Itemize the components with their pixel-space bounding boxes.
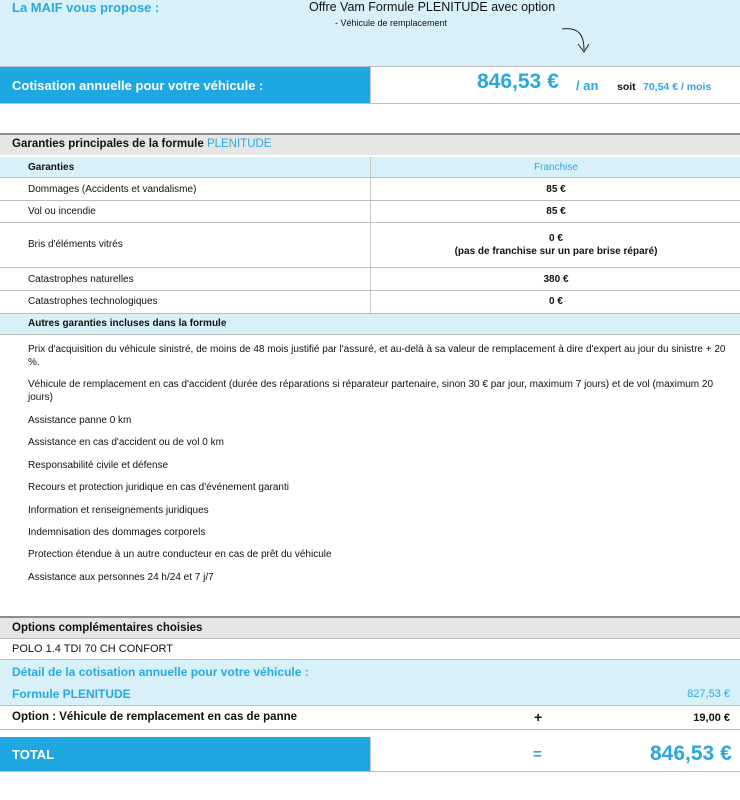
total-label: TOTAL — [12, 747, 55, 762]
total-amount: 846,53 € — [650, 742, 732, 765]
formule-label: Formule PLENITUDE — [12, 687, 131, 701]
other-guarantee-item: Assistance panne 0 km — [28, 415, 132, 426]
cotisation-monthly: 70,54 € / mois — [643, 81, 712, 93]
options-title: Options complémentaires choisies — [12, 622, 203, 634]
other-guarantees-title: Autres garanties incluses dans la formule — [28, 318, 227, 329]
guarantee-label: Catastrophes technologiques — [28, 296, 158, 307]
guarantee-value: 0 € — [549, 233, 563, 244]
other-guarantee-item: Prix d'acquisition du véhicule sinistré, de moins de 48 mois justifié par l'assuré, et au-delà à sa valeur de remplacement à dire d'expert au jour du sinistre + 20 %. — [28, 344, 726, 368]
cotisation-soit: soit — [617, 81, 636, 93]
other-guarantee-item: Recours et protection juridique en cas d'événement garanti — [28, 482, 289, 493]
guarantee-label: Catastrophes naturelles — [28, 274, 134, 285]
formule-amount: 827,53 € — [687, 688, 730, 700]
guarantee-label: Vol ou incendie — [28, 206, 96, 217]
guarantee-value: 85 € — [546, 184, 566, 195]
guarantee-label: Bris d'éléments vitrés — [28, 239, 123, 250]
other-guarantee-item: Protection étendue à un autre conducteur en cas de prêt du véhicule — [28, 549, 332, 560]
curved-arrow-icon — [560, 26, 594, 56]
guarantees-title — [12, 138, 271, 150]
option-amount: 19,00 € — [693, 712, 730, 724]
option-label: Option : Véhicule de remplacement en cas de panne — [12, 711, 298, 723]
offer-option: - Véhicule de remplacement — [335, 18, 448, 28]
total-equals: = — [533, 746, 542, 763]
cotisation-per-year: / an — [576, 78, 599, 93]
guarantee-value: 380 € — [543, 274, 569, 285]
other-guarantee-item: Indemnisation des dommages corporels — [28, 527, 206, 538]
options-vehicle: POLO 1.4 TDI 70 CH CONFORT — [12, 643, 173, 655]
guarantee-note: (pas de franchise sur un pare brise réparé) — [454, 246, 658, 257]
maif-propose-label: La MAIF vous propose : — [12, 0, 160, 15]
other-guarantee-item: Assistance aux personnes 24 h/24 et 7 j/7 — [28, 572, 214, 583]
other-guarantee-item: Information et renseignements juridiques — [28, 505, 209, 516]
option-plus: + — [534, 709, 543, 725]
guarantees-title-formula: PLENITUDE — [206, 138, 272, 150]
offer-title: Offre Vam Formule PLENITUDE avec option — [309, 0, 556, 14]
total-label-cell — [0, 737, 370, 771]
guarantee-value: 85 € — [546, 206, 566, 217]
col-franchise-header: Franchise — [534, 162, 578, 173]
other-guarantee-item: Assistance en cas d'accident ou de vol 0 km — [28, 437, 224, 448]
other-guarantee-item: Responsabilité civile et défense — [28, 460, 169, 471]
cotisation-amount: 846,53 € — [477, 70, 559, 93]
guarantees-title-prefix: Garanties principales de la formule — [12, 138, 204, 150]
guarantee-value: 0 € — [549, 296, 563, 307]
detail-title: Détail de la cotisation annuelle pour votre véhicule : — [12, 665, 309, 679]
guarantee-label: Dommages (Accidents et vandalisme) — [28, 184, 197, 195]
cotisation-label: Cotisation annuelle pour votre véhicule : — [12, 78, 264, 93]
other-guarantee-item: Véhicule de remplacement en cas d'accident (durée des réparations si réparateur partenaire, sinon 30 € par jour, maximum 7 jours) et de vol (maximum 20 jours) — [28, 379, 714, 403]
col-garanties-header: Garanties — [28, 162, 75, 173]
